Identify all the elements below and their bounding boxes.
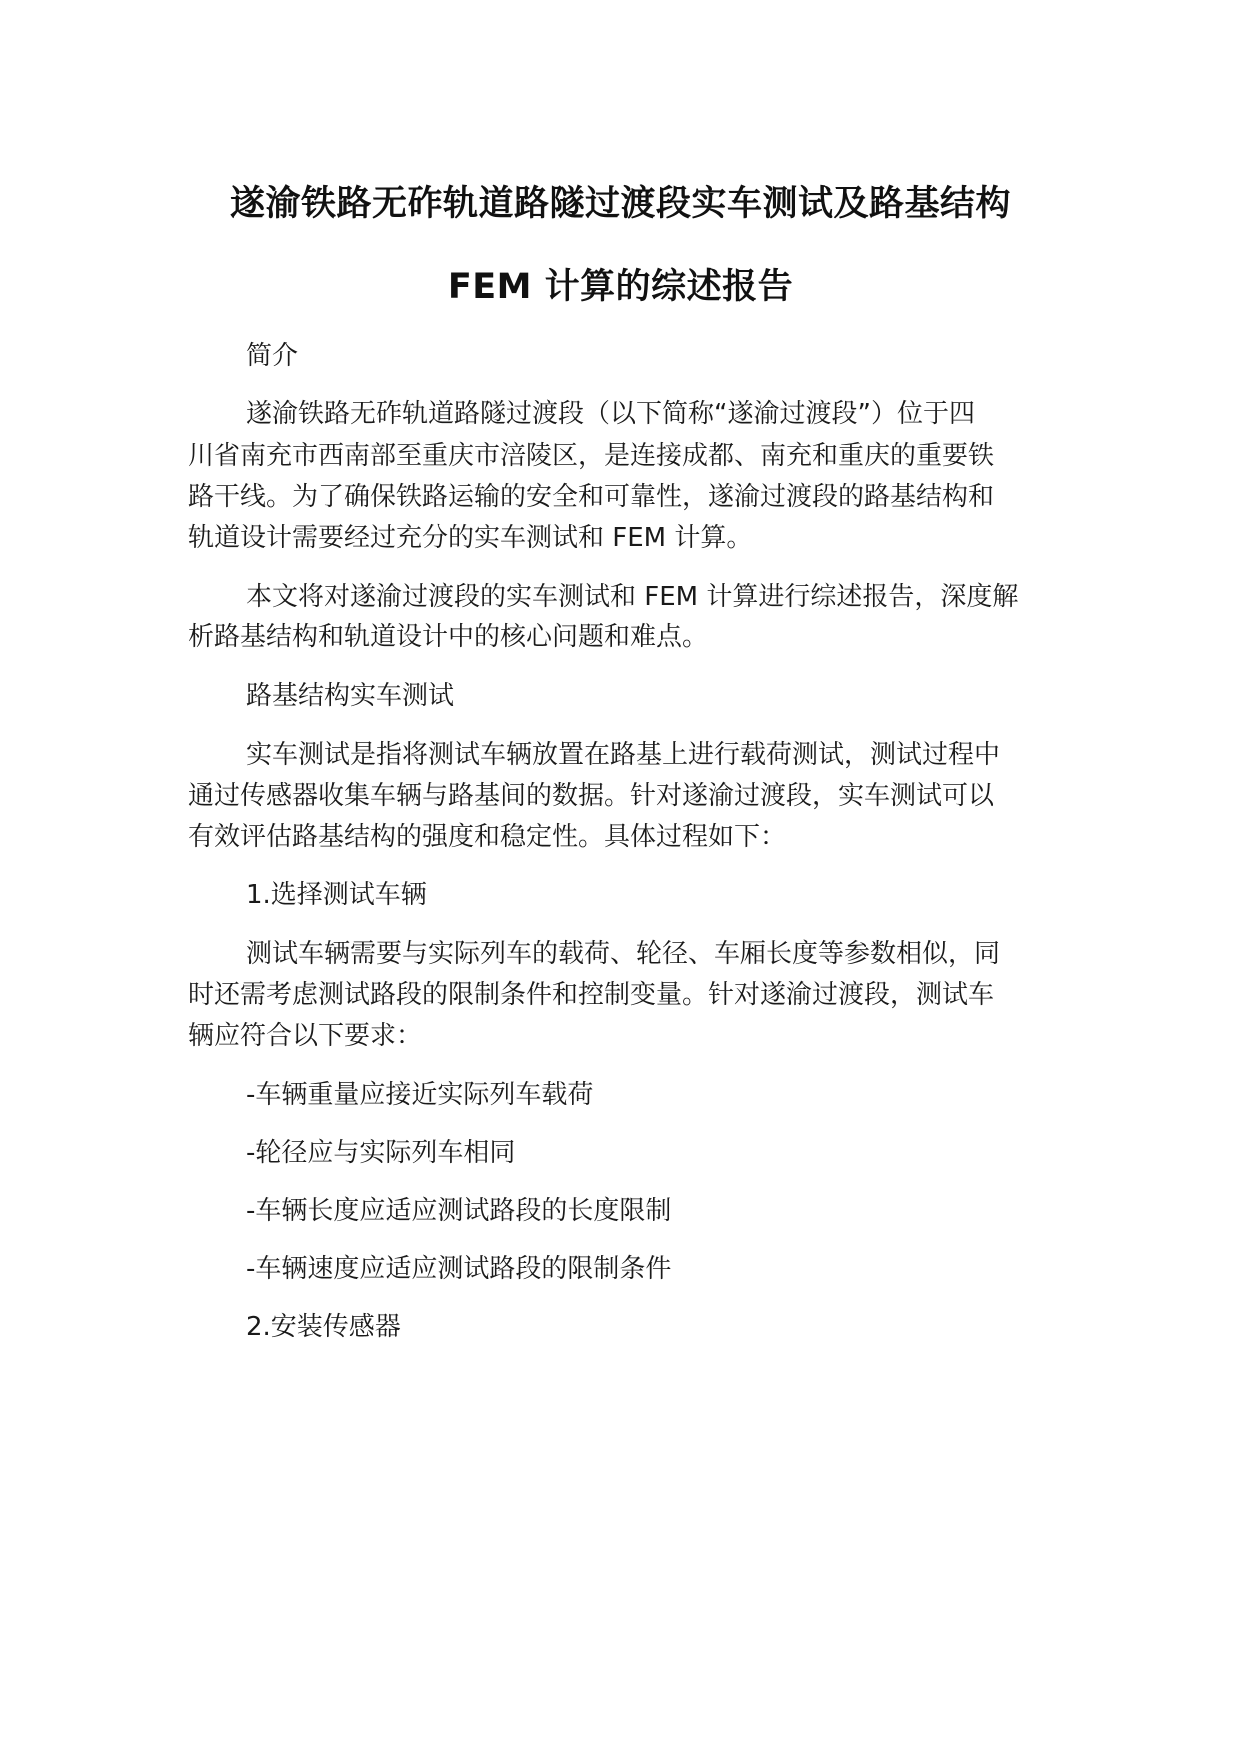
section-heading-intro: 简介 [246,341,299,371]
section-heading-subgrade-test: 路基结构实车测试 [246,681,455,711]
paragraph-line: 有效评估路基结构的强度和稳定性。具体过程如下： [188,822,787,852]
paragraph-line: 析路基结构和轨道设计中的核心问题和难点。 [188,622,709,652]
paragraph-line: 通过传感器收集车辆与路基间的数据。针对遂渝过渡段，实车测试可以 [188,781,995,811]
list-heading-select-vehicle: 1.选择测试车辆 [246,880,427,910]
paragraph-line: 本文将对遂渝过渡段的实车测试和 FEM 计算进行综述报告，深度解 [246,582,1019,612]
paragraph-line: 遂渝铁路无砟轨道路隧过渡段（以下简称“遂渝过渡段”）位于四 [246,399,975,429]
paragraph-line: 路干线。为了确保铁路运输的安全和可靠性，遂渝过渡段的路基结构和 [188,482,995,512]
list-item: -轮径应与实际列车相同 [246,1138,516,1168]
paragraph-line: 轨道设计需要经过充分的实车测试和 FEM 计算。 [188,523,753,553]
paragraph-line: 川省南充市西南部至重庆市涪陵区，是连接成都、南充和重庆的重要铁 [188,441,995,471]
paragraph-line: 时还需考虑测试路段的限制条件和控制变量。针对遂渝过渡段，测试车 [188,980,995,1010]
document-title-line-2: FEM 计算的综述报告 [447,267,794,307]
list-item: -车辆速度应适应测试路段的限制条件 [246,1254,672,1284]
paragraph-line: 实车测试是指将测试车辆放置在路基上进行载荷测试，测试过程中 [246,740,1001,770]
list-item: -车辆重量应接近实际列车载荷 [246,1080,594,1110]
list-heading-install-sensors: 2.安装传感器 [246,1312,401,1342]
document-title-line-1: 遂渝铁路无砟轨道路隧过渡段实车测试及路基结构 [229,184,1011,224]
paragraph-line: 辆应符合以下要求： [188,1021,423,1051]
list-item: -车辆长度应适应测试路段的长度限制 [246,1196,672,1226]
paragraph-line: 测试车辆需要与实际列车的载荷、轮径、车厢长度等参数相似，同 [246,939,1001,969]
